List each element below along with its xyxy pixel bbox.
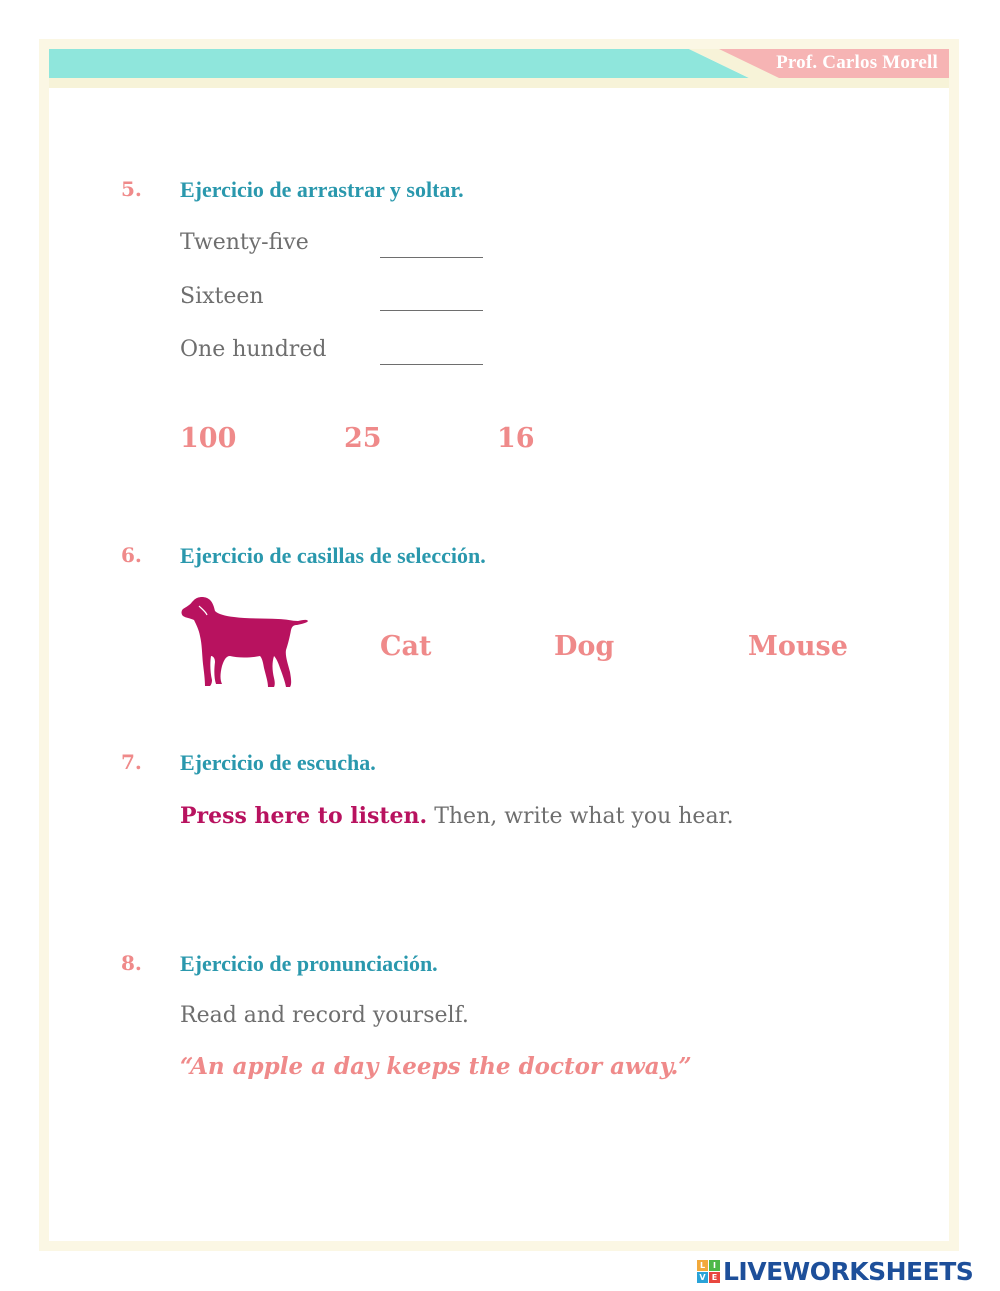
option-dog[interactable]: Dog xyxy=(554,631,615,662)
exercise-7-title: Ejercicio de escucha. xyxy=(180,750,376,775)
drop-target-blank[interactable] xyxy=(380,364,483,365)
pronunciation-quote: “An apple a day keeps the doctor away.” xyxy=(180,1053,692,1080)
match-row-label: Sixteen xyxy=(180,284,264,309)
draggable-answer-16[interactable]: 16 xyxy=(497,423,535,454)
logo-block: L xyxy=(697,1260,708,1271)
match-row-label: Twenty-five xyxy=(180,230,309,255)
logo-block: E xyxy=(709,1272,720,1283)
logo-blocks-icon xyxy=(697,1260,720,1283)
exercise-6-number: 6. xyxy=(121,543,142,567)
listen-instruction-text: Then, write what you hear. xyxy=(427,804,734,829)
liveworksheets-logo[interactable] xyxy=(697,1256,973,1286)
logo-text: LIVEWORKSHEETS xyxy=(723,1256,974,1286)
drop-target-blank[interactable] xyxy=(380,310,483,311)
record-instruction: Read and record yourself. xyxy=(180,1003,469,1028)
exercise-5-number: 5. xyxy=(121,177,142,201)
listen-instruction xyxy=(180,803,734,829)
exercise-8-number: 8. xyxy=(121,951,142,975)
option-mouse[interactable]: Mouse xyxy=(748,631,848,662)
listen-audio-button[interactable]: Press here to listen. xyxy=(180,803,428,829)
draggable-answer-100[interactable]: 100 xyxy=(180,423,237,454)
drop-target-blank[interactable] xyxy=(380,257,483,258)
exercise-6-title: Ejercicio de casillas de selección. xyxy=(180,543,486,568)
teacher-name: Prof. Carlos Morell xyxy=(776,52,938,73)
header-band xyxy=(49,78,949,88)
draggable-answer-25[interactable]: 25 xyxy=(344,423,382,454)
logo-block: I xyxy=(709,1260,720,1271)
dog-silhouette-image xyxy=(180,594,310,690)
match-row-label: One hundred xyxy=(180,337,327,362)
exercise-8-title: Ejercicio de pronunciación. xyxy=(180,951,438,976)
option-cat[interactable]: Cat xyxy=(380,631,432,662)
exercise-5-title: Ejercicio de arrastrar y soltar. xyxy=(180,177,464,202)
exercise-7-number: 7. xyxy=(121,750,142,774)
logo-block: V xyxy=(697,1272,708,1283)
